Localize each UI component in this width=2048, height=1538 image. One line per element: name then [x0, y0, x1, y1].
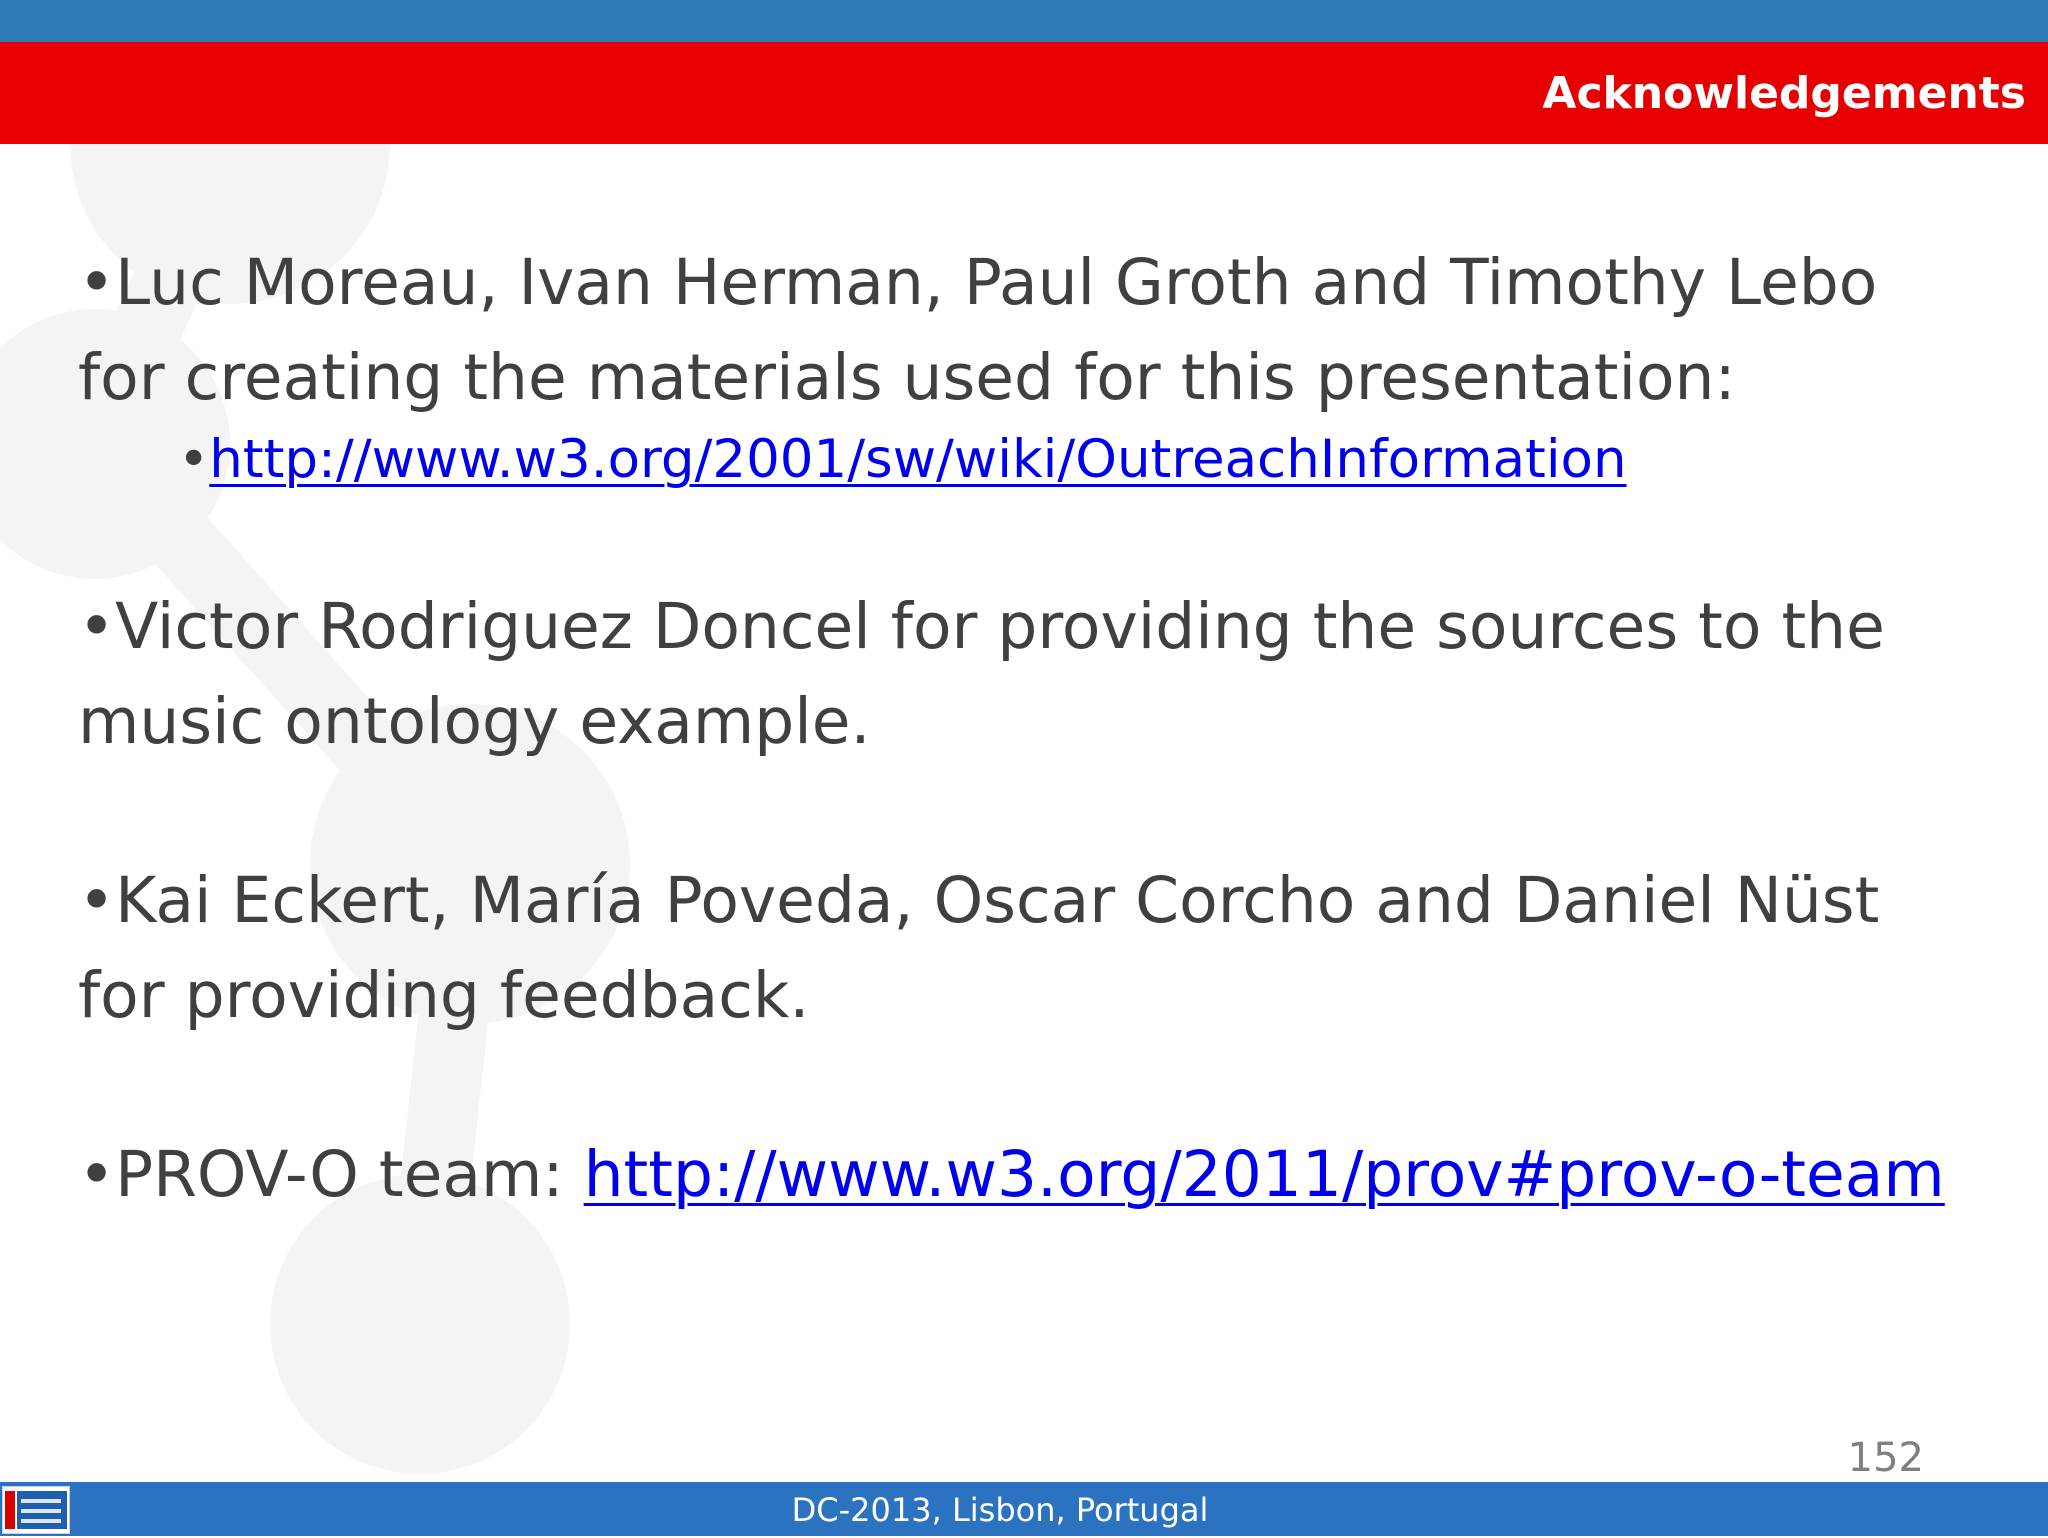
- sub-bullet-outreach: [78, 425, 1978, 495]
- spacer: [78, 1043, 1978, 1127]
- top-accent-bar: [0, 0, 2048, 42]
- sub-bullet-marker: •: [178, 429, 210, 490]
- bullet-kai-eckert: [78, 853, 1978, 948]
- page-number: 152: [1847, 1435, 1924, 1481]
- spacer: [78, 495, 1978, 579]
- bullet-victor-rodriguez: [78, 579, 1978, 674]
- bullet-marker: •: [78, 246, 116, 319]
- footer-bar: [0, 1482, 2048, 1536]
- bullet-luc-moreau: [78, 235, 1978, 330]
- bullet-marker: •: [78, 590, 116, 663]
- spacer: [78, 769, 1978, 853]
- prov-o-team-link[interactable]: http://www.w3.org/2011/prov#prov-o-team: [583, 1138, 1945, 1211]
- bullet-prov-o-team: [78, 1127, 1978, 1222]
- bullet-continuation: for providing feedback.: [78, 959, 810, 1032]
- bullet-label: PROV-O team:: [115, 1138, 584, 1211]
- outreach-information-link[interactable]: http://www.w3.org/2001/sw/wiki/OutreachInformation: [209, 429, 1627, 490]
- slide-content: [78, 235, 1978, 1222]
- bullet-text: Luc Moreau, Ivan Herman, Paul Groth and Timothy Lebo: [115, 246, 1878, 319]
- bullet-marker: •: [78, 1138, 116, 1211]
- bullet-text: Kai Eckert, María Poveda, Oscar Corcho and Daniel Nüst: [115, 864, 1880, 937]
- footer-text: DC-2013, Lisbon, Portugal: [791, 1491, 1209, 1529]
- bullet-marker: •: [78, 864, 116, 937]
- bullet-text: Victor Rodriguez Doncel for providing the sources to the: [115, 590, 1885, 663]
- bullet-continuation: music ontology example.: [78, 685, 871, 758]
- slide-title: Acknowledgements: [1542, 68, 2026, 119]
- bullet-continuation: for creating the materials used for this presentation:: [78, 341, 1736, 414]
